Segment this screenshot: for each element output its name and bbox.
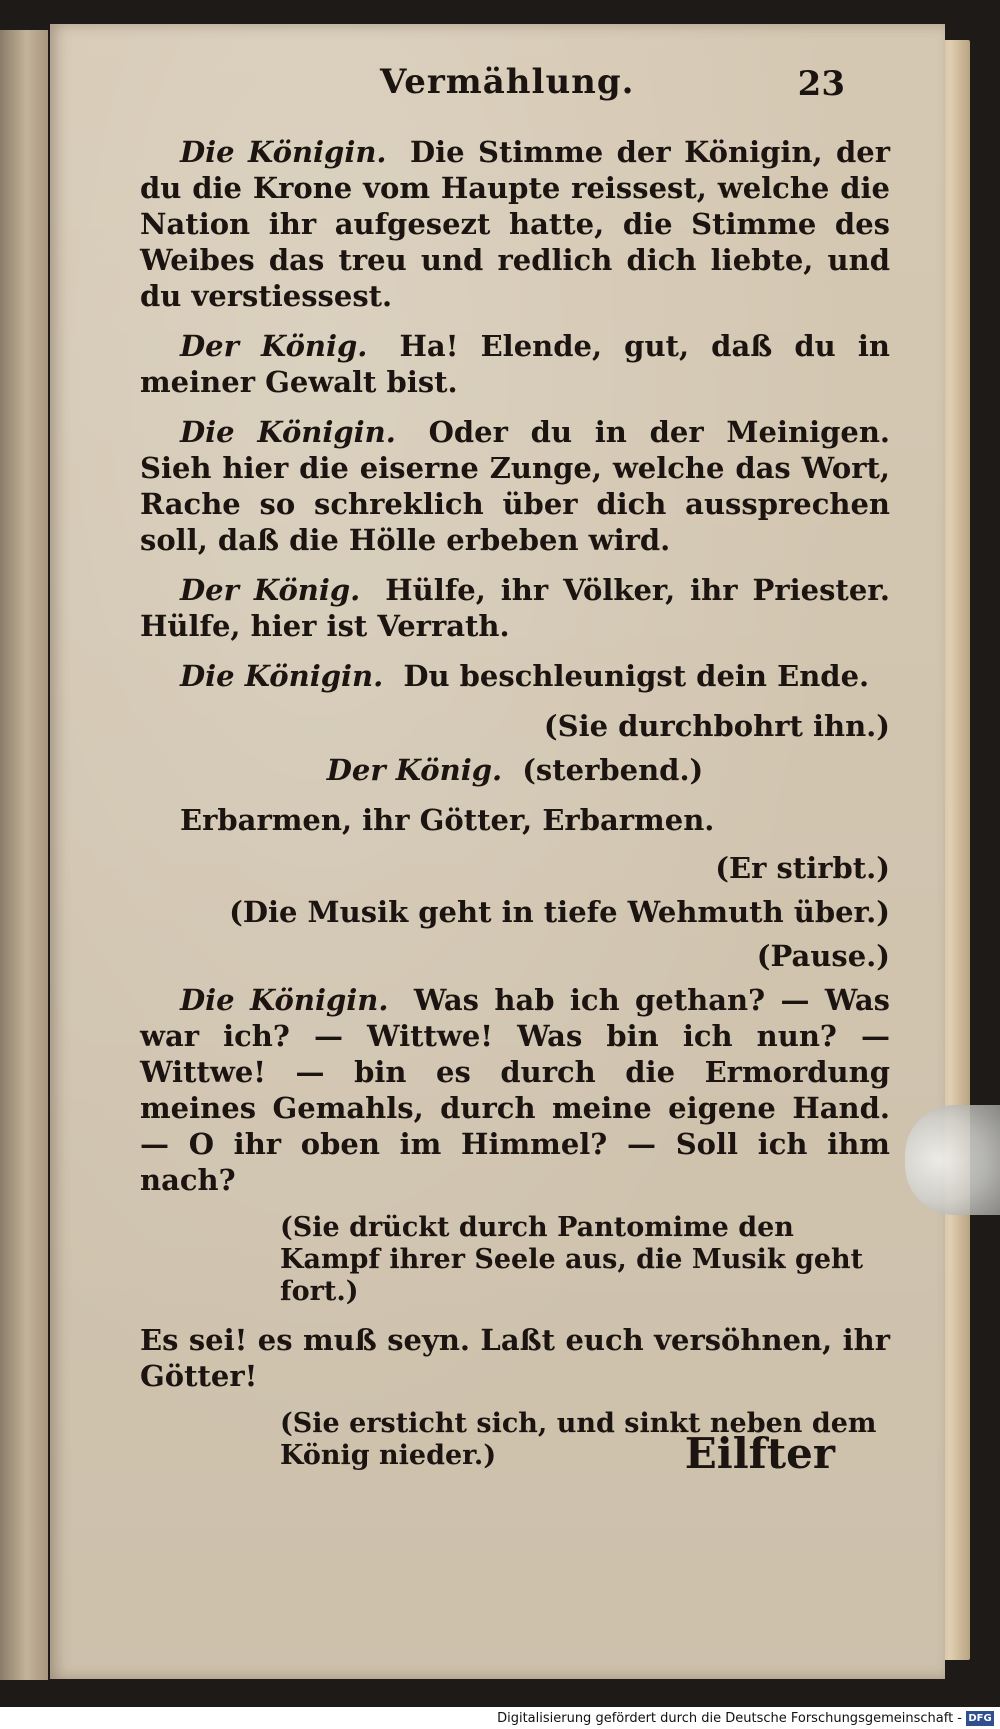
catchword: Eilfter	[684, 1429, 835, 1478]
speech-text: Die Stimme der Königin, der du die Krone vom Haupte reissest, welche die Nation ihr aufgesezt hatte, die Stimme des Weibes das treu und redlich dich liebte, und du verstiessest.	[140, 135, 890, 313]
stage-direction: (Sie drückt durch Pantomime den Kampf ihrer Seele aus, die Musik geht fort.)	[280, 1212, 864, 1307]
speaker-name: Die Königin.	[180, 415, 396, 449]
speech-text: Hülfe, ihr Völker, ihr Priester. Hülfe, hier ist Verrath.	[140, 573, 890, 643]
speaker-name: Die Königin.	[180, 983, 389, 1017]
speaker-line	[140, 752, 890, 788]
speaker-name: Der König.	[180, 329, 368, 363]
stage-direction: (Sie ersticht sich, und sinkt neben dem König nieder.)	[280, 1408, 877, 1471]
stage-direction: (Die Musik geht in tiefe Wehmuth über.)	[229, 895, 890, 929]
speaker-name: Die Königin.	[180, 659, 384, 693]
stage-direction: (Sie durchbohrt ihn.)	[543, 709, 890, 743]
speech-paragraph	[140, 134, 890, 314]
book-page	[50, 24, 945, 1679]
speech-text: Ha! Elende, gut, daß du in meiner Gewalt bist.	[140, 329, 890, 399]
footer-credit: Digitalisierung gefördert durch die Deutsche Forschungsgemeinschaft -	[497, 1711, 962, 1726]
speech-paragraph	[140, 328, 890, 400]
speech-paragraph	[140, 414, 890, 558]
speech-line: Es sei! es muß seyn. Laßt euch versöhnen, ihr Götter!	[140, 1323, 890, 1393]
dfg-logo-icon: DFG	[966, 1711, 994, 1726]
running-head: Vermählung.	[380, 62, 635, 102]
speech-text: Oder du in der Meinigen. Sieh hier die eiserne Zunge, welche das Wort, Rache so schreklich über dich aussprechen soll, daß die Hölle erbeben wird.	[140, 415, 890, 557]
speech-line: Erbarmen, ihr Götter, Erbarmen.	[180, 803, 715, 837]
page-header	[50, 62, 945, 112]
page-number: 23	[797, 64, 845, 104]
page-text	[140, 134, 890, 1486]
speaker-name: Der König.	[180, 573, 361, 607]
page-clip	[905, 1105, 1000, 1215]
speaker-name: Der König.	[326, 753, 503, 787]
stage-direction: (Er stirbt.)	[715, 851, 890, 885]
speech-text: Was hab ich gethan? — Was war ich? — Wittwe! Was bin ich nun? — Wittwe! — bin es durch die Ermordung meines Gemahls, durch meine eigene Hand. — O ihr oben im Himmel? — Soll ich ihm nach?	[140, 983, 890, 1197]
speaker-name: Die Königin.	[180, 135, 387, 169]
stage-direction: (Pause.)	[756, 939, 890, 973]
footer-bar	[0, 1707, 1000, 1729]
stage-direction: (sterbend.)	[522, 753, 704, 787]
speech-paragraph	[140, 658, 890, 694]
speech-paragraph	[140, 982, 890, 1198]
speech-paragraph	[140, 572, 890, 644]
speech-text: Du beschleunigst dein Ende.	[403, 659, 870, 693]
left-page-edge	[0, 30, 48, 1680]
